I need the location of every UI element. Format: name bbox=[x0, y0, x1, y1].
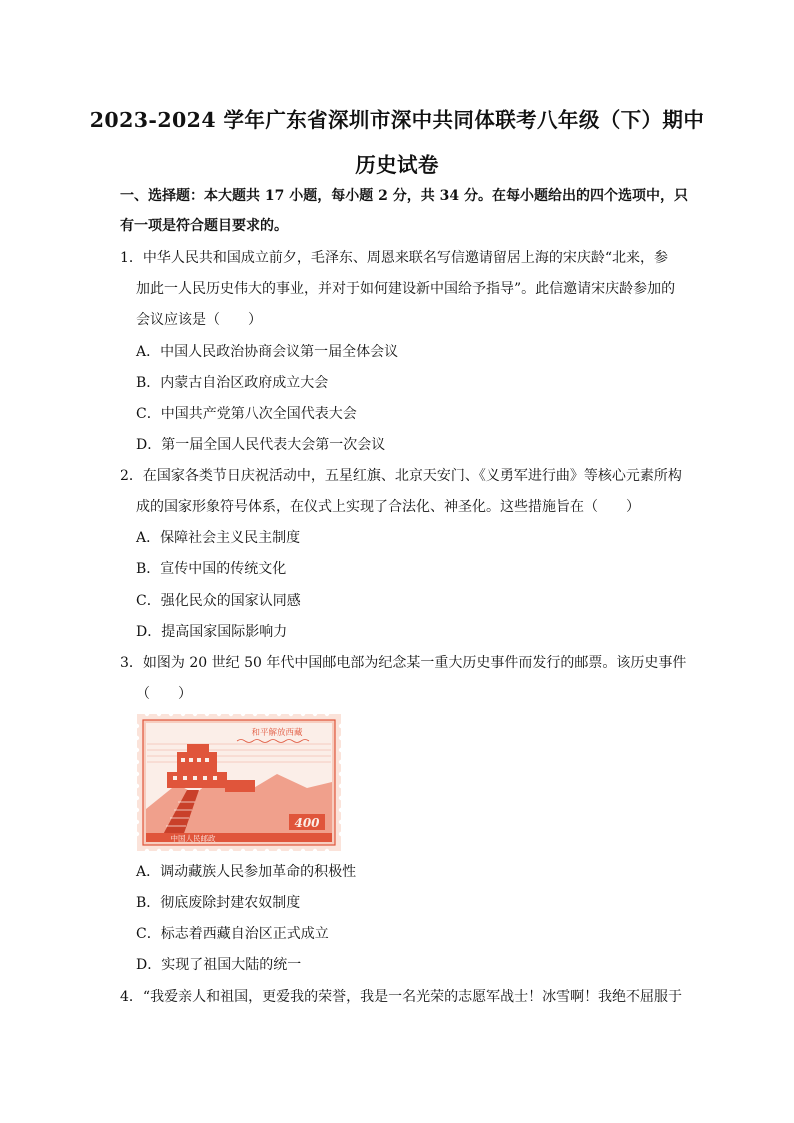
question-3-option-c: C．标志着西藏自治区正式成立 bbox=[136, 926, 329, 942]
stamp-value: 400 bbox=[294, 816, 320, 830]
question-1-stem-cont: 会议应该是（ ） bbox=[136, 312, 262, 328]
exam-title-line1: 2023-2024 学年广东省深圳市深中共同体联考八年级（下）期中 bbox=[89, 108, 705, 132]
question-1-stem: 1．中华人民共和国成立前夕，毛泽东、周恩来联名写信邀请留居上海的宋庆龄“北来，参 bbox=[120, 250, 669, 266]
section-heading-cont: 有一项是符合题目要求的。 bbox=[120, 218, 288, 234]
exam-title-line2: 历史试卷 bbox=[355, 153, 439, 177]
postage-stamp-image bbox=[137, 714, 341, 851]
question-2-option-d: D．提高国家国际影响力 bbox=[136, 624, 288, 640]
question-3-stem: 3．如图为 20 世纪 50 年代中国邮电部为纪念某一重大历史事件而发行的邮票。该历史事件 bbox=[120, 655, 687, 671]
question-3-option-b: B．彻底废除封建农奴制度 bbox=[136, 895, 301, 911]
question-2-option-a: A．保障社会主义民主制度 bbox=[136, 530, 301, 546]
section-heading: 一、选择题：本大题共 17 小题，每小题 2 分，共 34 分。在每小题给出的四个选项中，只 bbox=[120, 188, 688, 204]
question-1-option-a: A．中国人民政治协商会议第一届全体会议 bbox=[136, 344, 399, 360]
question-1-option-b: B．内蒙古自治区政府成立大会 bbox=[136, 375, 329, 391]
question-3-option-a: A．调动藏族人民参加革命的积极性 bbox=[136, 864, 357, 880]
question-1-option-c: C．中国共产党第八次全国代表大会 bbox=[136, 406, 357, 422]
stamp-top-text: 和平解放西藏 bbox=[251, 728, 303, 738]
question-1-option-d: D．第一届全国人民代表大会第一次会议 bbox=[136, 437, 386, 453]
question-3-option-d: D．实现了祖国大陆的统一 bbox=[136, 957, 302, 973]
question-2-stem: 2．在国家各类节日庆祝活动中，五星红旗、北京天安门、《义勇军进行曲》等核心元素所构 bbox=[120, 468, 682, 484]
question-1-stem-cont: 加此一人民历史伟大的事业，并对于如何建设新中国给予指导”。此信邀请宋庆龄参加的 bbox=[136, 281, 676, 297]
question-2-option-b: B．宣传中国的传统文化 bbox=[136, 561, 287, 577]
question-4-stem: 4．“我爱亲人和祖国，更爱我的荣誉，我是一名光荣的志愿军战士！冰雪啊！我绝不屈服于 bbox=[120, 989, 683, 1005]
question-3-stem-cont: （ ） bbox=[136, 686, 192, 702]
question-2-option-c: C．强化民众的国家认同感 bbox=[136, 593, 301, 609]
question-2-stem-cont: 成的国家形象符号体系，在仪式上实现了合法化、神圣化。这些措施旨在（ ） bbox=[136, 499, 640, 515]
stamp-bottom-text: 中国人民邮政 bbox=[170, 834, 216, 843]
